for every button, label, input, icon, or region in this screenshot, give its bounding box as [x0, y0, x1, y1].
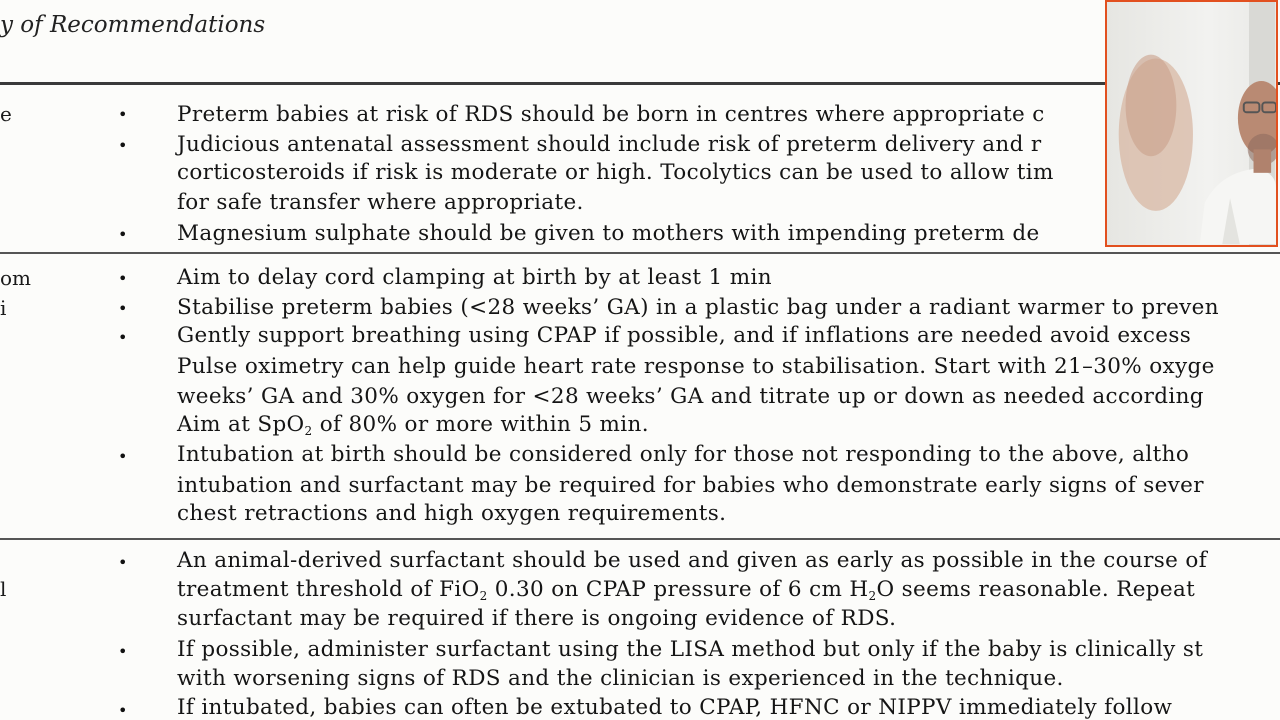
bullet: • — [118, 328, 128, 347]
recommendation-text: weeks’ GA and 30% oxygen for <28 weeks’ GA and titrate up or down as needed according — [177, 384, 1204, 409]
presenter-webcam[interactable] — [1105, 0, 1278, 247]
bullet: • — [118, 225, 128, 244]
recommendation-text: Pulse oximetry can help guide heart rate response to stabilisation. Start with 21–30% oxyge — [177, 354, 1215, 379]
section-label: om — [0, 266, 32, 290]
bullet: • — [118, 105, 128, 124]
presenter-video-icon — [1107, 2, 1276, 245]
recommendation-text: Stabilise preterm babies (<28 weeks’ GA) in a plastic bag under a radiant warmer to preven — [177, 295, 1219, 320]
bullet: • — [118, 642, 128, 661]
recommendation-text: Gently support breathing using CPAP if possible, and if inflations are needed avoid excess — [177, 323, 1192, 348]
bullet: • — [118, 701, 128, 720]
section-label: i — [0, 296, 7, 320]
section-label: l — [0, 577, 7, 601]
recommendation-text: for safe transfer where appropriate. — [177, 190, 584, 215]
bullet: • — [118, 299, 128, 318]
recommendation-text: An animal-derived surfactant should be used and given as early as possible in the course of — [177, 548, 1208, 573]
recommendation-text: Preterm babies at risk of RDS should be born in centres where appropriate c — [177, 102, 1045, 127]
recommendation-text: surfactant may be required if there is ongoing evidence of RDS. — [177, 606, 897, 631]
recommendation-text: Judicious antenatal assessment should include risk of preterm delivery and r — [177, 132, 1042, 157]
recommendation-text: Intubation at birth should be considered only for those not responding to the above, altho — [177, 442, 1190, 467]
section-label: e — [0, 102, 12, 126]
fio2-threshold-text: treatment threshold of FiO$_2$ 0.30 on CPAP pressure of 6 cm $H_2O$ seems reasonable. Repeat — [177, 577, 1196, 603]
recommendation-text: If intubated, babies can often be extubated to CPAP, HFNC or NIPPV immediately follow — [177, 695, 1173, 720]
summary-heading: y of Recommendations — [0, 12, 266, 38]
recommendation-text: intubation and surfactant may be required for babies who demonstrate early signs of sever — [177, 473, 1204, 498]
recommendation-text: with worsening signs of RDS and the clinician is experienced in the technique. — [177, 666, 1064, 691]
spo2-target-text: Aim at SpO$_2$ of 80% or more within 5 min. — [177, 412, 649, 438]
bullet: • — [118, 447, 128, 466]
section-divider — [0, 538, 1280, 540]
recommendation-text: corticosteroids if risk is moderate or high. Tocolytics can be used to allow tim — [177, 160, 1054, 185]
table-top-rule — [0, 82, 1280, 85]
bullet: • — [118, 553, 128, 572]
recommendation-text: If possible, administer surfactant using the LISA method but only if the baby is clinically st — [177, 637, 1204, 662]
section-divider — [0, 252, 1280, 254]
recommendation-text: Magnesium sulphate should be given to mothers with impending preterm de — [177, 221, 1040, 246]
recommendation-text: chest retractions and high oxygen requirements. — [177, 501, 727, 526]
recommendation-text: Aim to delay cord clamping at birth by at least 1 min — [177, 265, 772, 290]
bullet: • — [118, 269, 128, 288]
bullet: • — [118, 136, 128, 155]
